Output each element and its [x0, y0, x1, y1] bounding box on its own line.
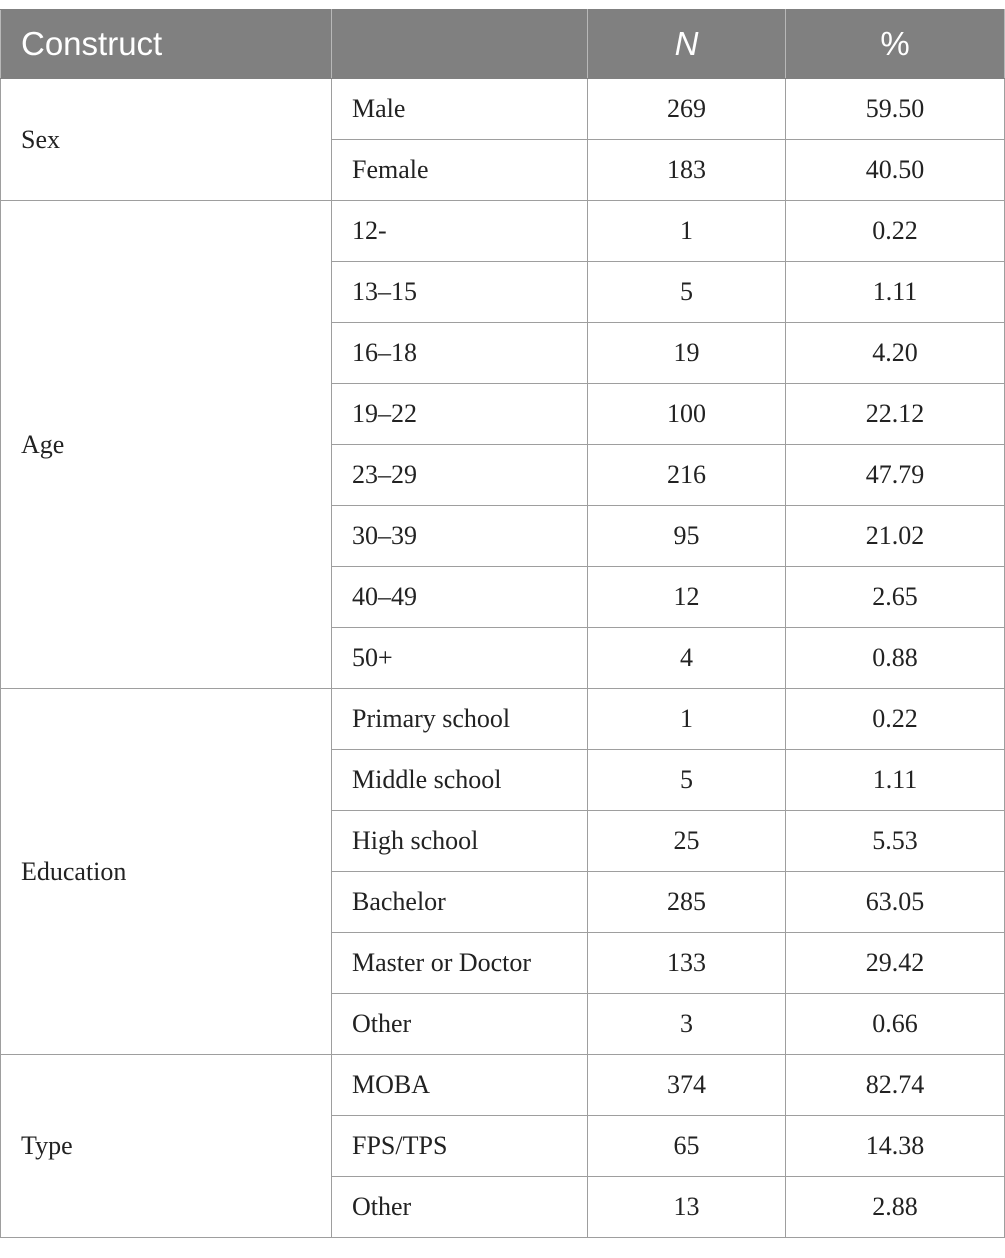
- n-cell: 269: [588, 79, 786, 140]
- percent-cell: 0.22: [786, 201, 1005, 262]
- category-cell: Other: [332, 1177, 588, 1238]
- percent-cell: 5.53: [786, 811, 1005, 872]
- percent-cell: 4.20: [786, 323, 1005, 384]
- percent-cell: 1.11: [786, 750, 1005, 811]
- n-cell: 25: [588, 811, 786, 872]
- percent-cell: 0.88: [786, 628, 1005, 689]
- group-label: Education: [1, 689, 332, 1055]
- category-cell: 16–18: [332, 323, 588, 384]
- category-cell: Primary school: [332, 689, 588, 750]
- category-cell: Master or Doctor: [332, 933, 588, 994]
- category-cell: 19–22: [332, 384, 588, 445]
- n-cell: 5: [588, 750, 786, 811]
- table-row: [1, 201, 1005, 262]
- percent-cell: 63.05: [786, 872, 1005, 933]
- header-category-blank: [332, 10, 588, 79]
- percent-cell: 59.50: [786, 79, 1005, 140]
- n-cell: 1: [588, 689, 786, 750]
- header-row: [1, 10, 1005, 79]
- percent-cell: 1.11: [786, 262, 1005, 323]
- n-cell: 13: [588, 1177, 786, 1238]
- percent-cell: 0.22: [786, 689, 1005, 750]
- n-cell: 65: [588, 1116, 786, 1177]
- table-row: [1, 1055, 1005, 1116]
- n-cell: 285: [588, 872, 786, 933]
- percent-cell: 40.50: [786, 140, 1005, 201]
- category-cell: 12-: [332, 201, 588, 262]
- category-cell: 23–29: [332, 445, 588, 506]
- percent-cell: 82.74: [786, 1055, 1005, 1116]
- group-label: Type: [1, 1055, 332, 1238]
- category-cell: High school: [332, 811, 588, 872]
- category-cell: Middle school: [332, 750, 588, 811]
- demographics-table: [0, 9, 1005, 1238]
- header-percent: %: [786, 10, 1005, 79]
- n-cell: 12: [588, 567, 786, 628]
- percent-cell: 2.88: [786, 1177, 1005, 1238]
- table-row: [1, 79, 1005, 140]
- category-cell: FPS/TPS: [332, 1116, 588, 1177]
- header-n: N: [588, 10, 786, 79]
- n-cell: 4: [588, 628, 786, 689]
- category-cell: 13–15: [332, 262, 588, 323]
- table-row: [1, 689, 1005, 750]
- group-label: Age: [1, 201, 332, 689]
- n-cell: 133: [588, 933, 786, 994]
- category-cell: Bachelor: [332, 872, 588, 933]
- header-construct: Construct: [1, 10, 332, 79]
- category-cell: Male: [332, 79, 588, 140]
- group-label: Sex: [1, 79, 332, 201]
- percent-cell: 0.66: [786, 994, 1005, 1055]
- percent-cell: 21.02: [786, 506, 1005, 567]
- category-cell: 40–49: [332, 567, 588, 628]
- percent-cell: 47.79: [786, 445, 1005, 506]
- percent-cell: 22.12: [786, 384, 1005, 445]
- percent-cell: 14.38: [786, 1116, 1005, 1177]
- category-cell: MOBA: [332, 1055, 588, 1116]
- table-body: [1, 79, 1005, 1238]
- n-cell: 1: [588, 201, 786, 262]
- n-cell: 100: [588, 384, 786, 445]
- n-cell: 95: [588, 506, 786, 567]
- n-cell: 374: [588, 1055, 786, 1116]
- category-cell: Female: [332, 140, 588, 201]
- n-cell: 3: [588, 994, 786, 1055]
- percent-cell: 29.42: [786, 933, 1005, 994]
- n-cell: 19: [588, 323, 786, 384]
- category-cell: 50+: [332, 628, 588, 689]
- n-cell: 5: [588, 262, 786, 323]
- n-cell: 216: [588, 445, 786, 506]
- category-cell: 30–39: [332, 506, 588, 567]
- category-cell: Other: [332, 994, 588, 1055]
- percent-cell: 2.65: [786, 567, 1005, 628]
- n-cell: 183: [588, 140, 786, 201]
- table-header: [1, 10, 1005, 79]
